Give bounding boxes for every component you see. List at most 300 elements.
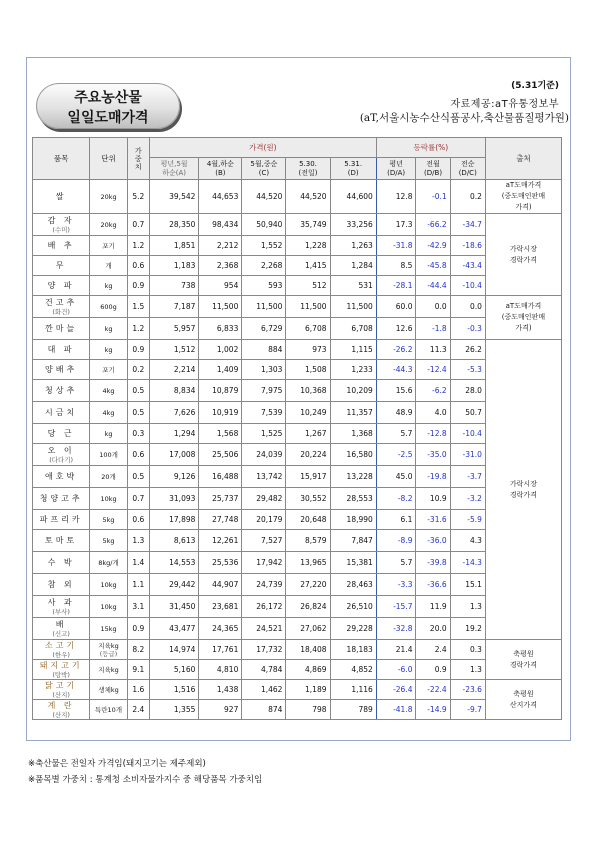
price-mid-month-c: 1,303 — [242, 360, 286, 380]
table-row — [33, 510, 562, 530]
weight-value: 1.6 — [127, 680, 149, 700]
table-row — [33, 340, 562, 360]
price-prev-day: 973 — [286, 340, 330, 360]
source-cell: aT도매가격 (중도매인판매 가격) — [485, 296, 561, 340]
rate-vs-normal: -32.8 — [376, 618, 416, 640]
price-normal-a: 17,008 — [149, 444, 199, 466]
weight-value: 8.2 — [127, 640, 149, 660]
price-prev-month-b: 927 — [199, 700, 242, 720]
item-unit: 20kg — [90, 180, 127, 214]
rate-vs-month: -35.0 — [416, 444, 450, 466]
rate-vs-decade: -5.9 — [450, 510, 485, 530]
table-row — [33, 256, 562, 276]
item-unit: 600g — [90, 296, 127, 318]
rate-vs-normal: 5.7 — [376, 552, 416, 574]
item-name: 수 박 — [33, 552, 90, 574]
rate-vs-normal: -41.8 — [376, 700, 416, 720]
price-normal-a: 39,542 — [149, 180, 199, 214]
rate-vs-decade: 28.0 — [450, 380, 485, 402]
rate-vs-month: -36.6 — [416, 574, 450, 596]
item-unit: 20kg — [90, 214, 127, 236]
weight-value: 2.4 — [127, 700, 149, 720]
price-normal-a: 7,187 — [149, 296, 199, 318]
price-today-d: 28,463 — [330, 574, 376, 596]
header-rate-db: 전월 (D/B) — [416, 158, 450, 180]
item-unit: 8kg/개 — [90, 552, 127, 574]
rate-vs-month: 10.9 — [416, 488, 450, 510]
item-name: 당 근 — [33, 424, 90, 444]
price-prev-month-b: 12,261 — [199, 530, 242, 552]
source-cell: 축평원 경락가격 — [485, 640, 561, 680]
weight-value: 0.5 — [127, 380, 149, 402]
table-row — [33, 596, 562, 618]
rate-vs-decade: -5.3 — [450, 360, 485, 380]
item-unit: kg — [90, 276, 127, 296]
rate-vs-month: 20.0 — [416, 618, 450, 640]
price-prev-month-b: 25,536 — [199, 552, 242, 574]
rate-vs-month: -12.4 — [416, 360, 450, 380]
item-name: 감 자 (수미) — [33, 214, 90, 236]
price-today-d: 10,209 — [330, 380, 376, 402]
price-mid-month-c: 29,482 — [242, 488, 286, 510]
price-prev-day: 4,869 — [286, 660, 330, 680]
price-today-d: 789 — [330, 700, 376, 720]
rate-vs-normal: -15.7 — [376, 596, 416, 618]
price-today-d: 29,228 — [330, 618, 376, 640]
price-normal-a: 17,898 — [149, 510, 199, 530]
item-unit: kg — [90, 424, 127, 444]
price-mid-month-c: 1,525 — [242, 424, 286, 444]
rate-vs-decade: -23.6 — [450, 680, 485, 700]
price-prev-month-b: 2,368 — [199, 256, 242, 276]
price-normal-a: 8,613 — [149, 530, 199, 552]
item-unit: 5kg — [90, 510, 127, 530]
item-name: 양배추 — [33, 360, 90, 380]
price-prev-day: 1,267 — [286, 424, 330, 444]
item-name: 계 란 (산지) — [33, 700, 90, 720]
price-normal-a: 5,957 — [149, 318, 199, 340]
table-row — [33, 296, 562, 318]
item-unit: 10kg — [90, 574, 127, 596]
footnotes — [28, 756, 262, 788]
rate-vs-normal: -8.9 — [376, 530, 416, 552]
rate-vs-decade: 50.7 — [450, 402, 485, 424]
data-sources: (aT,서울시농수산식품공사,축산물품질평가원) — [359, 112, 569, 124]
footnote-2: ※품목별 가중치 : 통계청 소비자물가지수 중 해당품목 가중치임 — [28, 775, 263, 785]
price-normal-a: 14,553 — [149, 552, 199, 574]
table-row — [33, 276, 562, 296]
price-mid-month-c: 50,940 — [242, 214, 286, 236]
rate-vs-normal: 5.7 — [376, 424, 416, 444]
price-prev-day: 27,220 — [286, 574, 330, 596]
price-prev-day: 512 — [286, 276, 330, 296]
price-prev-day: 1,508 — [286, 360, 330, 380]
table-body — [33, 180, 562, 720]
header-col-b: 4월,하순 (B) — [199, 158, 242, 180]
rate-vs-month: 0.9 — [416, 660, 450, 680]
price-mid-month-c: 24,039 — [242, 444, 286, 466]
header-item: 품목 — [33, 138, 90, 180]
weight-value: 5.2 — [127, 180, 149, 214]
footnote-1: ※축산물은 전일자 가격임(돼지고기는 제주제외) — [28, 759, 206, 769]
item-name: 배 (신고) — [33, 618, 90, 640]
rate-vs-normal: -44.3 — [376, 360, 416, 380]
price-prev-month-b: 1,409 — [199, 360, 242, 380]
price-mid-month-c: 26,172 — [242, 596, 286, 618]
price-today-d: 11,357 — [330, 402, 376, 424]
price-prev-month-b: 11,500 — [199, 296, 242, 318]
price-normal-a: 31,450 — [149, 596, 199, 618]
price-prev-day: 44,520 — [286, 180, 330, 214]
weight-value: 0.9 — [127, 618, 149, 640]
price-normal-a: 1,294 — [149, 424, 199, 444]
price-mid-month-c: 17,732 — [242, 640, 286, 660]
header-col-a: 평년,5월 하순(A) — [149, 158, 199, 180]
price-prev-day: 10,249 — [286, 402, 330, 424]
item-name: 오 이 (다다기) — [33, 444, 90, 466]
rate-vs-normal: 45.0 — [376, 466, 416, 488]
item-unit: 특란10개 — [90, 700, 127, 720]
rate-vs-month: -45.8 — [416, 256, 450, 276]
rate-vs-month: 11.9 — [416, 596, 450, 618]
item-name: 건고추 (화건) — [33, 296, 90, 318]
table-row — [33, 214, 562, 236]
price-prev-month-b: 25,506 — [199, 444, 242, 466]
table-row — [33, 640, 562, 660]
price-mid-month-c: 2,268 — [242, 256, 286, 276]
price-mid-month-c: 17,942 — [242, 552, 286, 574]
price-normal-a: 28,350 — [149, 214, 199, 236]
rate-vs-month: 4.0 — [416, 402, 450, 424]
weight-value: 1.1 — [127, 574, 149, 596]
header-source: 출처 — [485, 138, 561, 180]
rate-vs-month: -12.8 — [416, 424, 450, 444]
price-today-d: 6,708 — [330, 318, 376, 340]
price-normal-a: 43,477 — [149, 618, 199, 640]
rate-vs-month: -66.2 — [416, 214, 450, 236]
rate-vs-decade: -43.4 — [450, 256, 485, 276]
table-row — [33, 660, 562, 680]
price-today-d: 4,852 — [330, 660, 376, 680]
price-mid-month-c: 44,520 — [242, 180, 286, 214]
rate-vs-normal: -3.3 — [376, 574, 416, 596]
price-prev-month-b: 23,681 — [199, 596, 242, 618]
item-name: 깐마늘 — [33, 318, 90, 340]
rate-vs-normal: 15.6 — [376, 380, 416, 402]
rate-vs-normal: 21.4 — [376, 640, 416, 660]
weight-value: 0.3 — [127, 424, 149, 444]
item-unit: 4kg — [90, 380, 127, 402]
price-normal-a: 14,974 — [149, 640, 199, 660]
price-prev-day: 20,224 — [286, 444, 330, 466]
rate-vs-month: -44.4 — [416, 276, 450, 296]
price-prev-month-b: 25,737 — [199, 488, 242, 510]
rate-vs-normal: 12.8 — [376, 180, 416, 214]
price-today-d: 1,284 — [330, 256, 376, 276]
table-row — [33, 680, 562, 700]
item-name: 참 외 — [33, 574, 90, 596]
price-prev-month-b: 1,568 — [199, 424, 242, 444]
item-unit: 100개 — [90, 444, 127, 466]
table-row — [33, 380, 562, 402]
price-today-d: 1,115 — [330, 340, 376, 360]
rate-vs-month: -6.2 — [416, 380, 450, 402]
header-col-d: 5.31. (D) — [330, 158, 376, 180]
rate-vs-decade: 4.3 — [450, 530, 485, 552]
rate-vs-decade: -14.3 — [450, 552, 485, 574]
price-mid-month-c: 7,539 — [242, 402, 286, 424]
price-prev-day: 15,917 — [286, 466, 330, 488]
price-mid-month-c: 874 — [242, 700, 286, 720]
weight-value: 9.1 — [127, 660, 149, 680]
price-mid-month-c: 6,729 — [242, 318, 286, 340]
rate-vs-normal: -31.8 — [376, 236, 416, 256]
price-prev-day: 1,228 — [286, 236, 330, 256]
price-normal-a: 738 — [149, 276, 199, 296]
rate-vs-month: 0.0 — [416, 296, 450, 318]
source-cell: 축평원 산지가격 — [485, 680, 561, 720]
weight-value: 0.9 — [127, 340, 149, 360]
price-mid-month-c: 11,500 — [242, 296, 286, 318]
price-mid-month-c: 7,975 — [242, 380, 286, 402]
weight-value: 1.3 — [127, 530, 149, 552]
item-name: 소고기 (한우) — [33, 640, 90, 660]
price-normal-a: 1,355 — [149, 700, 199, 720]
weight-value: 0.5 — [127, 402, 149, 424]
header-weight: 가 중 치 — [127, 138, 149, 180]
rate-vs-decade: 0.2 — [450, 180, 485, 214]
item-unit: 개 — [90, 256, 127, 276]
price-prev-day: 30,552 — [286, 488, 330, 510]
price-mid-month-c: 20,179 — [242, 510, 286, 530]
rate-vs-decade: -31.0 — [450, 444, 485, 466]
rate-vs-decade: 0.3 — [450, 640, 485, 660]
price-prev-month-b: 1,438 — [199, 680, 242, 700]
weight-value: 0.7 — [127, 214, 149, 236]
weight-value: 0.6 — [127, 444, 149, 466]
table-row — [33, 700, 562, 720]
title-line-1: 주요농산물 — [74, 90, 142, 106]
table-row — [33, 488, 562, 510]
table-row — [33, 618, 562, 640]
rate-vs-decade: 26.2 — [450, 340, 485, 360]
price-prev-month-b: 2,212 — [199, 236, 242, 256]
header-col-c: 5월,중순 (C) — [242, 158, 286, 180]
header-rate-dc: 전순 (D/C) — [450, 158, 485, 180]
weight-value: 1.2 — [127, 318, 149, 340]
price-prev-day: 35,749 — [286, 214, 330, 236]
price-today-d: 531 — [330, 276, 376, 296]
header-price-group: 가격(원) — [149, 138, 376, 158]
item-unit: 지육kg — [90, 660, 127, 680]
rate-vs-decade: -9.7 — [450, 700, 485, 720]
item-name: 애호박 — [33, 466, 90, 488]
price-prev-day: 1,189 — [286, 680, 330, 700]
source-cell: 가락시장 경락가격 — [485, 340, 561, 640]
table-row — [33, 236, 562, 256]
price-normal-a: 1,516 — [149, 680, 199, 700]
weight-value: 0.9 — [127, 276, 149, 296]
weight-value: 1.5 — [127, 296, 149, 318]
price-today-d: 1,263 — [330, 236, 376, 256]
rate-vs-month: -39.8 — [416, 552, 450, 574]
item-unit: kg — [90, 340, 127, 360]
rate-vs-normal: -26.4 — [376, 680, 416, 700]
rate-vs-month: -19.8 — [416, 466, 450, 488]
rate-vs-month: -36.0 — [416, 530, 450, 552]
rate-vs-month: -1.8 — [416, 318, 450, 340]
table-row — [33, 574, 562, 596]
weight-value: 0.6 — [127, 256, 149, 276]
price-normal-a: 2,214 — [149, 360, 199, 380]
rate-vs-normal: 17.3 — [376, 214, 416, 236]
rate-vs-month: 2.4 — [416, 640, 450, 660]
item-name: 시금치 — [33, 402, 90, 424]
item-unit: 포기 — [90, 236, 127, 256]
weight-value: 0.2 — [127, 360, 149, 380]
weight-value: 0.6 — [127, 510, 149, 530]
price-normal-a: 1,512 — [149, 340, 199, 360]
price-prev-month-b: 10,879 — [199, 380, 242, 402]
price-prev-month-b: 44,907 — [199, 574, 242, 596]
price-normal-a: 1,183 — [149, 256, 199, 276]
item-unit: 15kg — [90, 618, 127, 640]
title-badge — [36, 83, 180, 129]
price-prev-day: 8,579 — [286, 530, 330, 552]
price-prev-day: 20,648 — [286, 510, 330, 530]
rate-vs-decade: -0.3 — [450, 318, 485, 340]
table-row — [33, 402, 562, 424]
price-prev-month-b: 16,488 — [199, 466, 242, 488]
title-line-2: 일일도매가격 — [67, 110, 149, 126]
price-prev-month-b: 4,810 — [199, 660, 242, 680]
rate-vs-normal: -2.5 — [376, 444, 416, 466]
price-prev-month-b: 44,653 — [199, 180, 242, 214]
price-prev-day: 26,824 — [286, 596, 330, 618]
header-rate-group: 등락률(%) — [376, 138, 485, 158]
table-row — [33, 444, 562, 466]
price-prev-day: 10,368 — [286, 380, 330, 402]
weight-value: 0.7 — [127, 488, 149, 510]
price-prev-day: 13,965 — [286, 552, 330, 574]
price-mid-month-c: 1,462 — [242, 680, 286, 700]
rate-vs-decade: -10.4 — [450, 276, 485, 296]
table-row — [33, 552, 562, 574]
price-normal-a: 8,834 — [149, 380, 199, 402]
price-prev-month-b: 17,761 — [199, 640, 242, 660]
price-mid-month-c: 13,742 — [242, 466, 286, 488]
price-normal-a: 31,093 — [149, 488, 199, 510]
source-cell: 가락시장 경락가격 — [485, 214, 561, 296]
table-row — [33, 424, 562, 444]
item-name: 청양고추 — [33, 488, 90, 510]
item-name: 파프리카 — [33, 510, 90, 530]
price-prev-day: 18,408 — [286, 640, 330, 660]
price-today-d: 18,183 — [330, 640, 376, 660]
item-name: 토마토 — [33, 530, 90, 552]
price-prev-day: 27,062 — [286, 618, 330, 640]
rate-vs-normal: -6.0 — [376, 660, 416, 680]
header-col-prev: 5.30. (전일) — [286, 158, 330, 180]
item-name: 청상추 — [33, 380, 90, 402]
price-mid-month-c: 884 — [242, 340, 286, 360]
rate-vs-month: -31.6 — [416, 510, 450, 530]
rate-vs-month: 11.3 — [416, 340, 450, 360]
table-row — [33, 466, 562, 488]
item-name: 양 파 — [33, 276, 90, 296]
item-unit: kg — [90, 318, 127, 340]
rate-vs-decade: -34.7 — [450, 214, 485, 236]
rate-vs-month: -14.9 — [416, 700, 450, 720]
price-prev-day: 1,415 — [286, 256, 330, 276]
price-today-d: 13,228 — [330, 466, 376, 488]
rate-vs-decade: -18.6 — [450, 236, 485, 256]
item-unit: 10kg — [90, 488, 127, 510]
price-normal-a: 29,442 — [149, 574, 199, 596]
weight-value: 1.4 — [127, 552, 149, 574]
rate-vs-decade: 19.2 — [450, 618, 485, 640]
price-table — [32, 137, 562, 720]
item-name: 사 과 (부사) — [33, 596, 90, 618]
price-mid-month-c: 24,739 — [242, 574, 286, 596]
item-unit: 5kg — [90, 530, 127, 552]
price-today-d: 16,580 — [330, 444, 376, 466]
price-prev-month-b: 1,002 — [199, 340, 242, 360]
price-mid-month-c: 7,527 — [242, 530, 286, 552]
rate-vs-normal: 60.0 — [376, 296, 416, 318]
item-unit: 생체kg — [90, 680, 127, 700]
price-prev-day: 6,708 — [286, 318, 330, 340]
price-prev-month-b: 10,919 — [199, 402, 242, 424]
price-prev-month-b: 98,434 — [199, 214, 242, 236]
price-mid-month-c: 593 — [242, 276, 286, 296]
rate-vs-decade: 1.3 — [450, 596, 485, 618]
weight-value: 1.2 — [127, 236, 149, 256]
table-row — [33, 530, 562, 552]
rate-vs-normal: 8.5 — [376, 256, 416, 276]
rate-vs-month: -22.4 — [416, 680, 450, 700]
rate-vs-normal: -26.2 — [376, 340, 416, 360]
price-normal-a: 5,160 — [149, 660, 199, 680]
reference-date: (5.31기준) — [511, 81, 559, 91]
rate-vs-decade: -3.7 — [450, 466, 485, 488]
source-cell: aT도매가격 (중도매인판매 가격) — [485, 180, 561, 214]
price-today-d: 15,381 — [330, 552, 376, 574]
rate-vs-month: -0.1 — [416, 180, 450, 214]
header-rate-da: 평년 (D/A) — [376, 158, 416, 180]
rate-vs-normal: -8.2 — [376, 488, 416, 510]
rate-vs-decade: 0.0 — [450, 296, 485, 318]
price-mid-month-c: 1,552 — [242, 236, 286, 256]
table-row — [33, 318, 562, 340]
price-today-d: 1,368 — [330, 424, 376, 444]
price-today-d: 28,553 — [330, 488, 376, 510]
item-name: 대 파 — [33, 340, 90, 360]
rate-vs-normal: 6.1 — [376, 510, 416, 530]
weight-value: 0.5 — [127, 466, 149, 488]
price-mid-month-c: 4,784 — [242, 660, 286, 680]
price-prev-day: 11,500 — [286, 296, 330, 318]
item-name: 무 — [33, 256, 90, 276]
price-today-d: 1,233 — [330, 360, 376, 380]
rate-vs-decade: -3.2 — [450, 488, 485, 510]
rate-vs-month: -42.9 — [416, 236, 450, 256]
item-unit: 20개 — [90, 466, 127, 488]
price-prev-month-b: 27,748 — [199, 510, 242, 530]
price-today-d: 33,256 — [330, 214, 376, 236]
price-prev-month-b: 6,833 — [199, 318, 242, 340]
item-unit: 4kg — [90, 402, 127, 424]
